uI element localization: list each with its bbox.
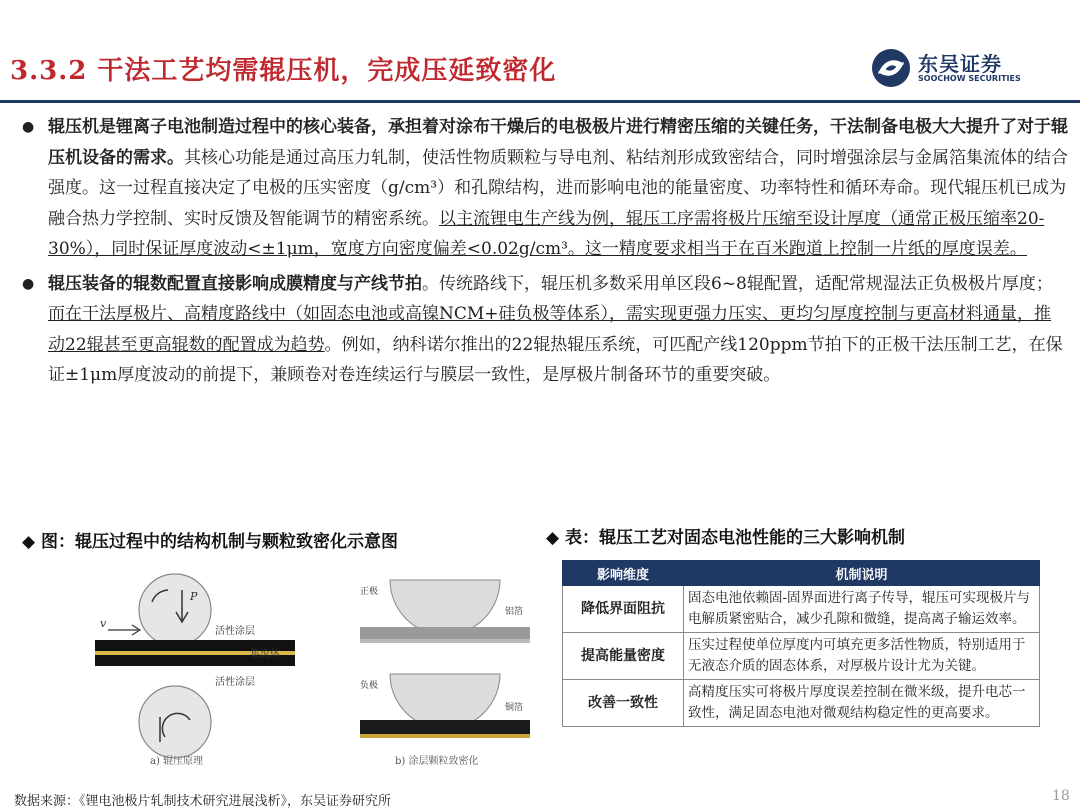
figure-caption: ◆ 图：辊压过程中的结构机制与颗粒致密化示意图: [22, 532, 398, 552]
rolling-diagram: [90, 572, 540, 772]
bullet-1-text: 其核心功能是通过高压力轧制，使活性物质颗粒与导电剂、粘结剂形成致密结合，同时增强涂层与金属箔集流体的结合强度。这一过程直接决定了电极的压实密度（g/cm³）和孔隙结构，进而影响电池的能量密度、功率特性和循环寿命。现代辊压机已成为融合热力学控制、实时反馈及智能调节的精密系统。: [48, 147, 1068, 229]
table-caption: ◆ 表：辊压工艺对固态电池性能的三大影响机制: [546, 528, 905, 548]
header-divider: [0, 100, 1080, 103]
mechanism-table: [562, 560, 1040, 727]
bullet-2-bold: 辊压装备的辊数配置直接影响成膜精度与产线节拍: [48, 273, 422, 294]
table-row: [563, 633, 1040, 680]
bullet-1-underline: 以主流锂电生产线为例，辊压工序需将极片压缩至设计厚度（通常正极压缩率20-30%），同时保证厚度波动<±1μm，宽度方向密度偏差<0.02g/cm³。这一精度要求相当于在百米跑道上控制一片纸的厚度误差。: [48, 208, 1045, 259]
label-cu-foil: 铜箔: [505, 703, 524, 713]
label-collector: 集流体: [250, 649, 280, 660]
top-roller: [139, 574, 211, 646]
densification-diagram: [360, 580, 530, 767]
label-active-bottom: 活性涂层: [215, 677, 255, 688]
al-foil: [360, 639, 530, 643]
company-logo: [870, 48, 1050, 88]
table-cell-mechanism: 压实过程使单位厚度内可填充更多活性物质，特别适用于无液态介质的固态体系，对厚极片设计尤为关键。: [684, 633, 1040, 680]
table-header-mechanism: 机制说明: [684, 561, 1040, 586]
page-number: 18: [1052, 788, 1070, 804]
label-p: P: [190, 590, 198, 603]
table-cell-mechanism: 高精度压实可将极片厚度误差控制在微米级，提升电芯一致性，满足固态电池对微观结构稳定性的更高要求。: [684, 680, 1040, 727]
bullet-dot-icon: ●: [22, 119, 35, 135]
table-cell-mechanism: 固态电池依赖固-固界面进行离子传导，辊压可实现极片与电解质紧密贴合，减少孔隙和微缝，提高离子输运效率。: [684, 586, 1040, 633]
direction-arrow-icon: [108, 625, 140, 635]
particles-positive: [360, 627, 530, 639]
bullet-2-text-2: 。例如，纳科诺尔推出的22辊热辊压系统，可匹配产线120ppm节拍下的正极干法压制工艺，在保证±1μm厚度波动的前提下，兼顾卷对卷连续运行与膜层一致性，是厚极片制备环节的重要突破。: [48, 334, 1063, 385]
label-al-foil: 铝箔: [505, 607, 524, 617]
table-cell-dimension: 降低界面阻抗: [563, 586, 684, 633]
table-cell-dimension: 改善一致性: [563, 680, 684, 727]
label-v: v: [100, 617, 107, 630]
logo-text-cn: 东吴证券: [918, 52, 1002, 76]
particles-negative: [360, 720, 530, 734]
data-source: 数据来源：《锂电池极片轧制技术研究进展浅析》，东吴证券研究所: [14, 794, 392, 809]
label-positive: 正极: [360, 587, 379, 597]
sub-caption-a: a) 辊压原理: [150, 756, 204, 767]
sub-caption-b: b) 涂层颗粒致密化: [395, 756, 479, 767]
table-row: [563, 680, 1040, 727]
table-header-dimension: 影响维度: [563, 561, 684, 586]
table-row: [563, 586, 1040, 633]
page-title: 3.3.2 干法工艺均需辊压机，完成压延致密化: [10, 56, 557, 86]
roller-positive: [390, 580, 500, 635]
label-active-top: 活性涂层: [215, 626, 255, 637]
bullet-dot-icon: ●: [22, 275, 35, 292]
table-cell-dimension: 提高能量密度: [563, 633, 684, 680]
bullet-1-bold: 辊压机是锂离子电池制造过程中的核心装备，承担着对涂布干燥后的电极极片进行精密压缩的关键任务，干法制备电极大大提升了对于辊压机设备的需求。: [48, 117, 1068, 168]
logo-mark-icon: [870, 48, 912, 88]
cu-foil: [360, 734, 530, 738]
bullet-2-text: 。传统路线下，辊压机多数采用单区段6~8辊配置，适配常规湿法正负极极片厚度；: [422, 273, 1053, 294]
logo-text-en: SOOCHOW SECURITIES: [918, 74, 1021, 83]
rolling-principle-diagram: [95, 574, 295, 767]
bullet-item-1: [18, 112, 1068, 265]
label-negative: 负极: [360, 681, 379, 691]
bullet-item-2: [18, 269, 1068, 391]
table-header-row: [563, 561, 1040, 586]
bullet-list: [18, 112, 1068, 395]
bullet-2-underline: 而在干法厚极片、高精度路线中（如固态电池或高镍NCM+硅负极等体系），需实现更强力压实、更均匀厚度控制与更高材料通量，推动22辊甚至更高辊数的配置成为趋势: [48, 304, 1052, 355]
bottom-roller: [139, 686, 211, 758]
